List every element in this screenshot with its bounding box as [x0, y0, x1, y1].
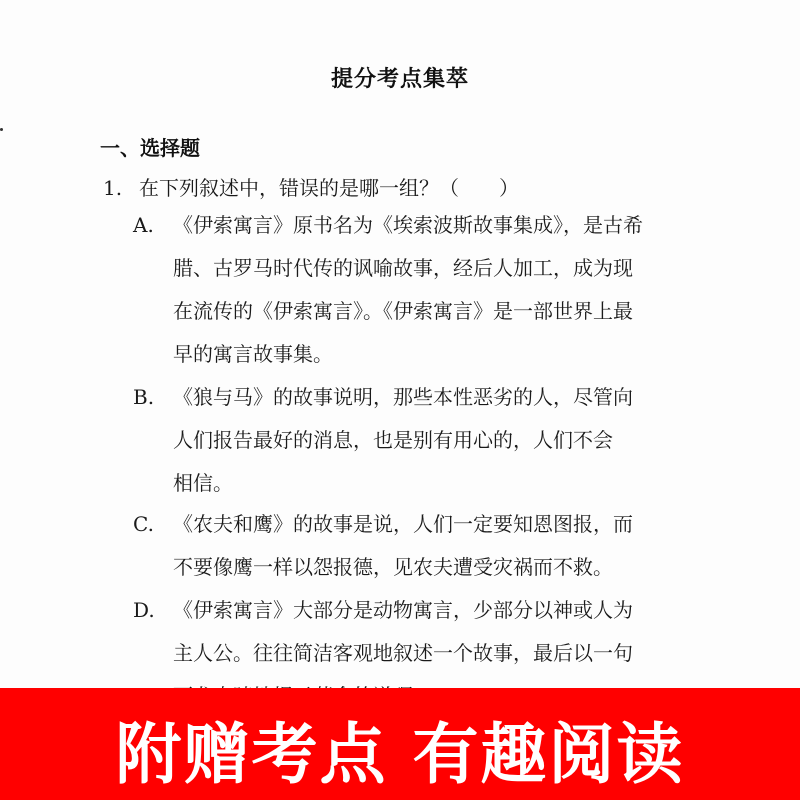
option-text-line: 《狼与马》的故事说明，那些本性恶劣的人，尽管向: [173, 385, 633, 409]
option-text-line: 人们报告最好的消息，也是别有用心的，人们不会: [173, 428, 613, 452]
option-b: [133, 376, 733, 505]
option-text-line: 腊、古罗马时代传的讽喻故事，经后人加工，成为现: [173, 256, 633, 280]
section-heading: 一、选择题: [100, 136, 200, 160]
question-number: 1.: [103, 176, 123, 200]
option-text-line: 《伊索寓言》原书名为《埃索波斯故事集成》，是古希: [173, 213, 643, 237]
promo-banner: [0, 688, 800, 800]
option-label: C.: [133, 512, 154, 536]
option-c: [133, 503, 733, 589]
scan-speck: [0, 128, 3, 131]
promo-banner-text: 附赠考点 有趣阅读: [115, 715, 685, 793]
page-title: 提分考点集萃: [330, 67, 469, 92]
option-text-line: 不要像鹰一样以怨报德，见农夫遭受灾祸而不救。: [173, 555, 613, 579]
option-label: B.: [133, 385, 155, 409]
option-a: [133, 204, 733, 376]
question-text: 在下列叙述中，错误的是哪一组？（ ）: [139, 176, 519, 200]
option-text-line: 早的寓言故事集。: [173, 342, 333, 366]
option-label: D.: [133, 598, 155, 622]
option-text-line: 在流传的《伊索寓言》。《伊索寓言》是一部世界上最: [173, 299, 633, 323]
option-text-line: 《伊索寓言》大部分是动物寓言，少部分以神或人为: [173, 598, 633, 622]
option-text-line: 《农夫和鹰》的故事是说，人们一定要知恩图报，而: [173, 512, 633, 536]
option-text-line: 主人公。往往简洁客观地叙述一个故事，最后以一句: [173, 641, 633, 665]
option-text-line: 相信。: [173, 471, 233, 495]
question-1: [103, 172, 519, 201]
option-label: A.: [133, 213, 154, 237]
